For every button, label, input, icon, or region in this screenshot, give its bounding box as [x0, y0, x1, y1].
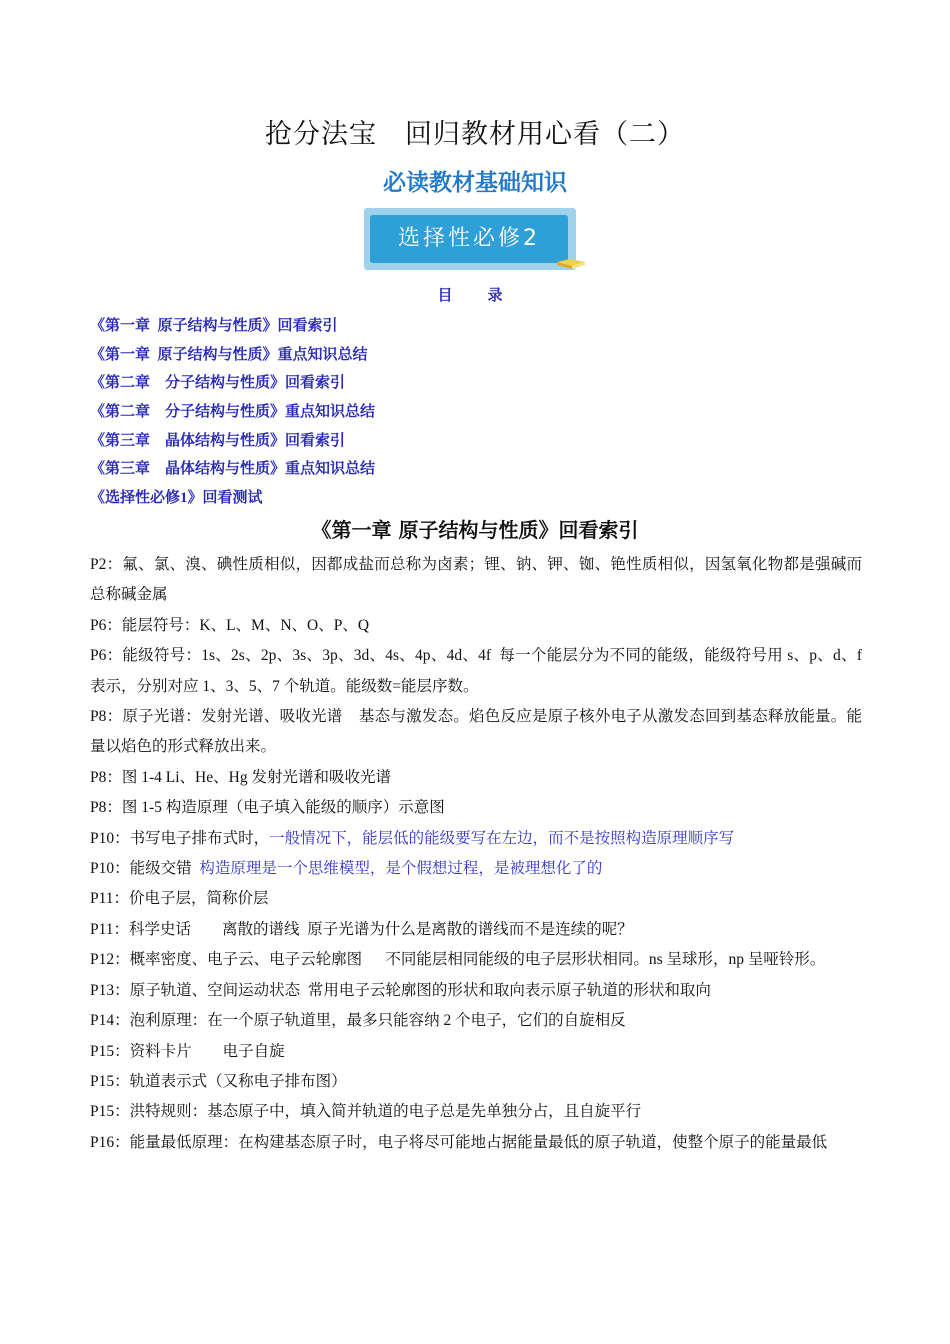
- table-of-contents: [90, 312, 375, 513]
- index-entry: P2：氟、氯、溴、碘性质相似，因都成盐而总称为卤素；锂、钠、钾、铷、铯性质相似，因氢氧化物都是强碱而总称碱金属: [90, 556, 862, 604]
- page-subtitle: 必读教材基础知识: [383, 170, 567, 196]
- index-entry: P15：轨道表示式（又称电子排布图）: [90, 1072, 347, 1090]
- toc-item[interactable]: 《第一章 原子结构与性质》回看索引: [90, 318, 338, 334]
- highlighted-note: 一般情况下，能层低的能级要写在左边，而不是按照构造原理顺序写: [269, 829, 735, 847]
- index-entry: P16：能量最低原理：在构建基态原子时，电子将尽可能地占据能量最低的原子轨道，使整个原子的能量最低: [90, 1133, 828, 1151]
- toc-item[interactable]: 《选择性必修1》回看测试: [90, 490, 263, 507]
- section-heading: 《第一章 原子结构与性质》回看索引: [311, 518, 639, 542]
- book-icon: [556, 258, 586, 270]
- index-entry: P15：资料卡片 电子自旋: [90, 1042, 285, 1060]
- index-entry: P6：能级符号：1s、2s、2p、3s、3p、3d、4s、4p、4d、4f 每一个能层分为不同的能级，能级符号用 s、p、d、f 表示，分别对应 1、3、5、7 个轨道。能级数=能层序数。: [90, 647, 866, 695]
- section-content: [90, 550, 866, 1158]
- page-title: 抢分法宝 回归教材用心看（二）: [265, 119, 685, 150]
- banner-label: 选择性必修2: [398, 226, 540, 251]
- highlighted-note: 构造原理是一个思维模型，是个假想过程，是被理想化了的: [199, 860, 603, 878]
- index-entry: P13：原子轨道、空间运动状态 常用电子云轮廓图的形状和取向表示原子轨道的形状和取向: [90, 981, 711, 999]
- toc-title: 目 录: [437, 286, 513, 304]
- index-entry: P6：能层符号：K、L、M、N、O、P、Q: [90, 616, 370, 634]
- index-entry: P8：原子光谱：发射光谱、吸收光谱 基态与激发态。焰色反应是原子核外电子从激发态回到基态释放能量。能量以焰色的形式释放出来。: [90, 708, 862, 756]
- index-entry: P12：概率密度、电子云、电子云轮廓图 不同能层相同能级的电子层形状相同。ns 呈球形，np 呈哑铃形。: [90, 951, 826, 969]
- module-banner: [364, 208, 586, 272]
- index-entry: P10：书写电子排布式时，一般情况下，能层低的能级要写在左边，而不是按照构造原理顺序写: [90, 829, 735, 847]
- index-entry: P11：价电子层，简称价层: [90, 890, 269, 908]
- toc-item[interactable]: 《第二章 分子结构与性质》回看索引: [90, 375, 346, 392]
- index-entry: P14：泡利原理：在一个原子轨道里，最多只能容纳 2 个电子，它们的自旋相反: [90, 1012, 626, 1030]
- toc-item[interactable]: 《第三章 晶体结构与性质》重点知识总结: [90, 461, 376, 478]
- index-entry: P10：能级交错 构造原理是一个思维模型，是个假想过程，是被理想化了的: [90, 860, 603, 878]
- toc-item[interactable]: 《第二章 分子结构与性质》重点知识总结: [90, 404, 376, 421]
- index-entry: P11：科学史话 离散的谱线 原子光谱为什么是离散的谱线而不是连续的呢？: [90, 920, 633, 938]
- index-entry: P8：图 1-5 构造原理（电子填入能级的顺序）示意图: [90, 799, 445, 817]
- toc-item[interactable]: 《第一章 原子结构与性质》重点知识总结: [90, 346, 368, 363]
- index-entry: P15：洪特规则：基态原子中，填入简并轨道的电子总是先单独分占，且自旋平行: [90, 1103, 642, 1121]
- toc-item[interactable]: 《第三章 晶体结构与性质》回看索引: [90, 432, 346, 449]
- index-entry: P8：图 1-4 Li、He、Hg 发射光谱和吸收光谱: [90, 768, 391, 786]
